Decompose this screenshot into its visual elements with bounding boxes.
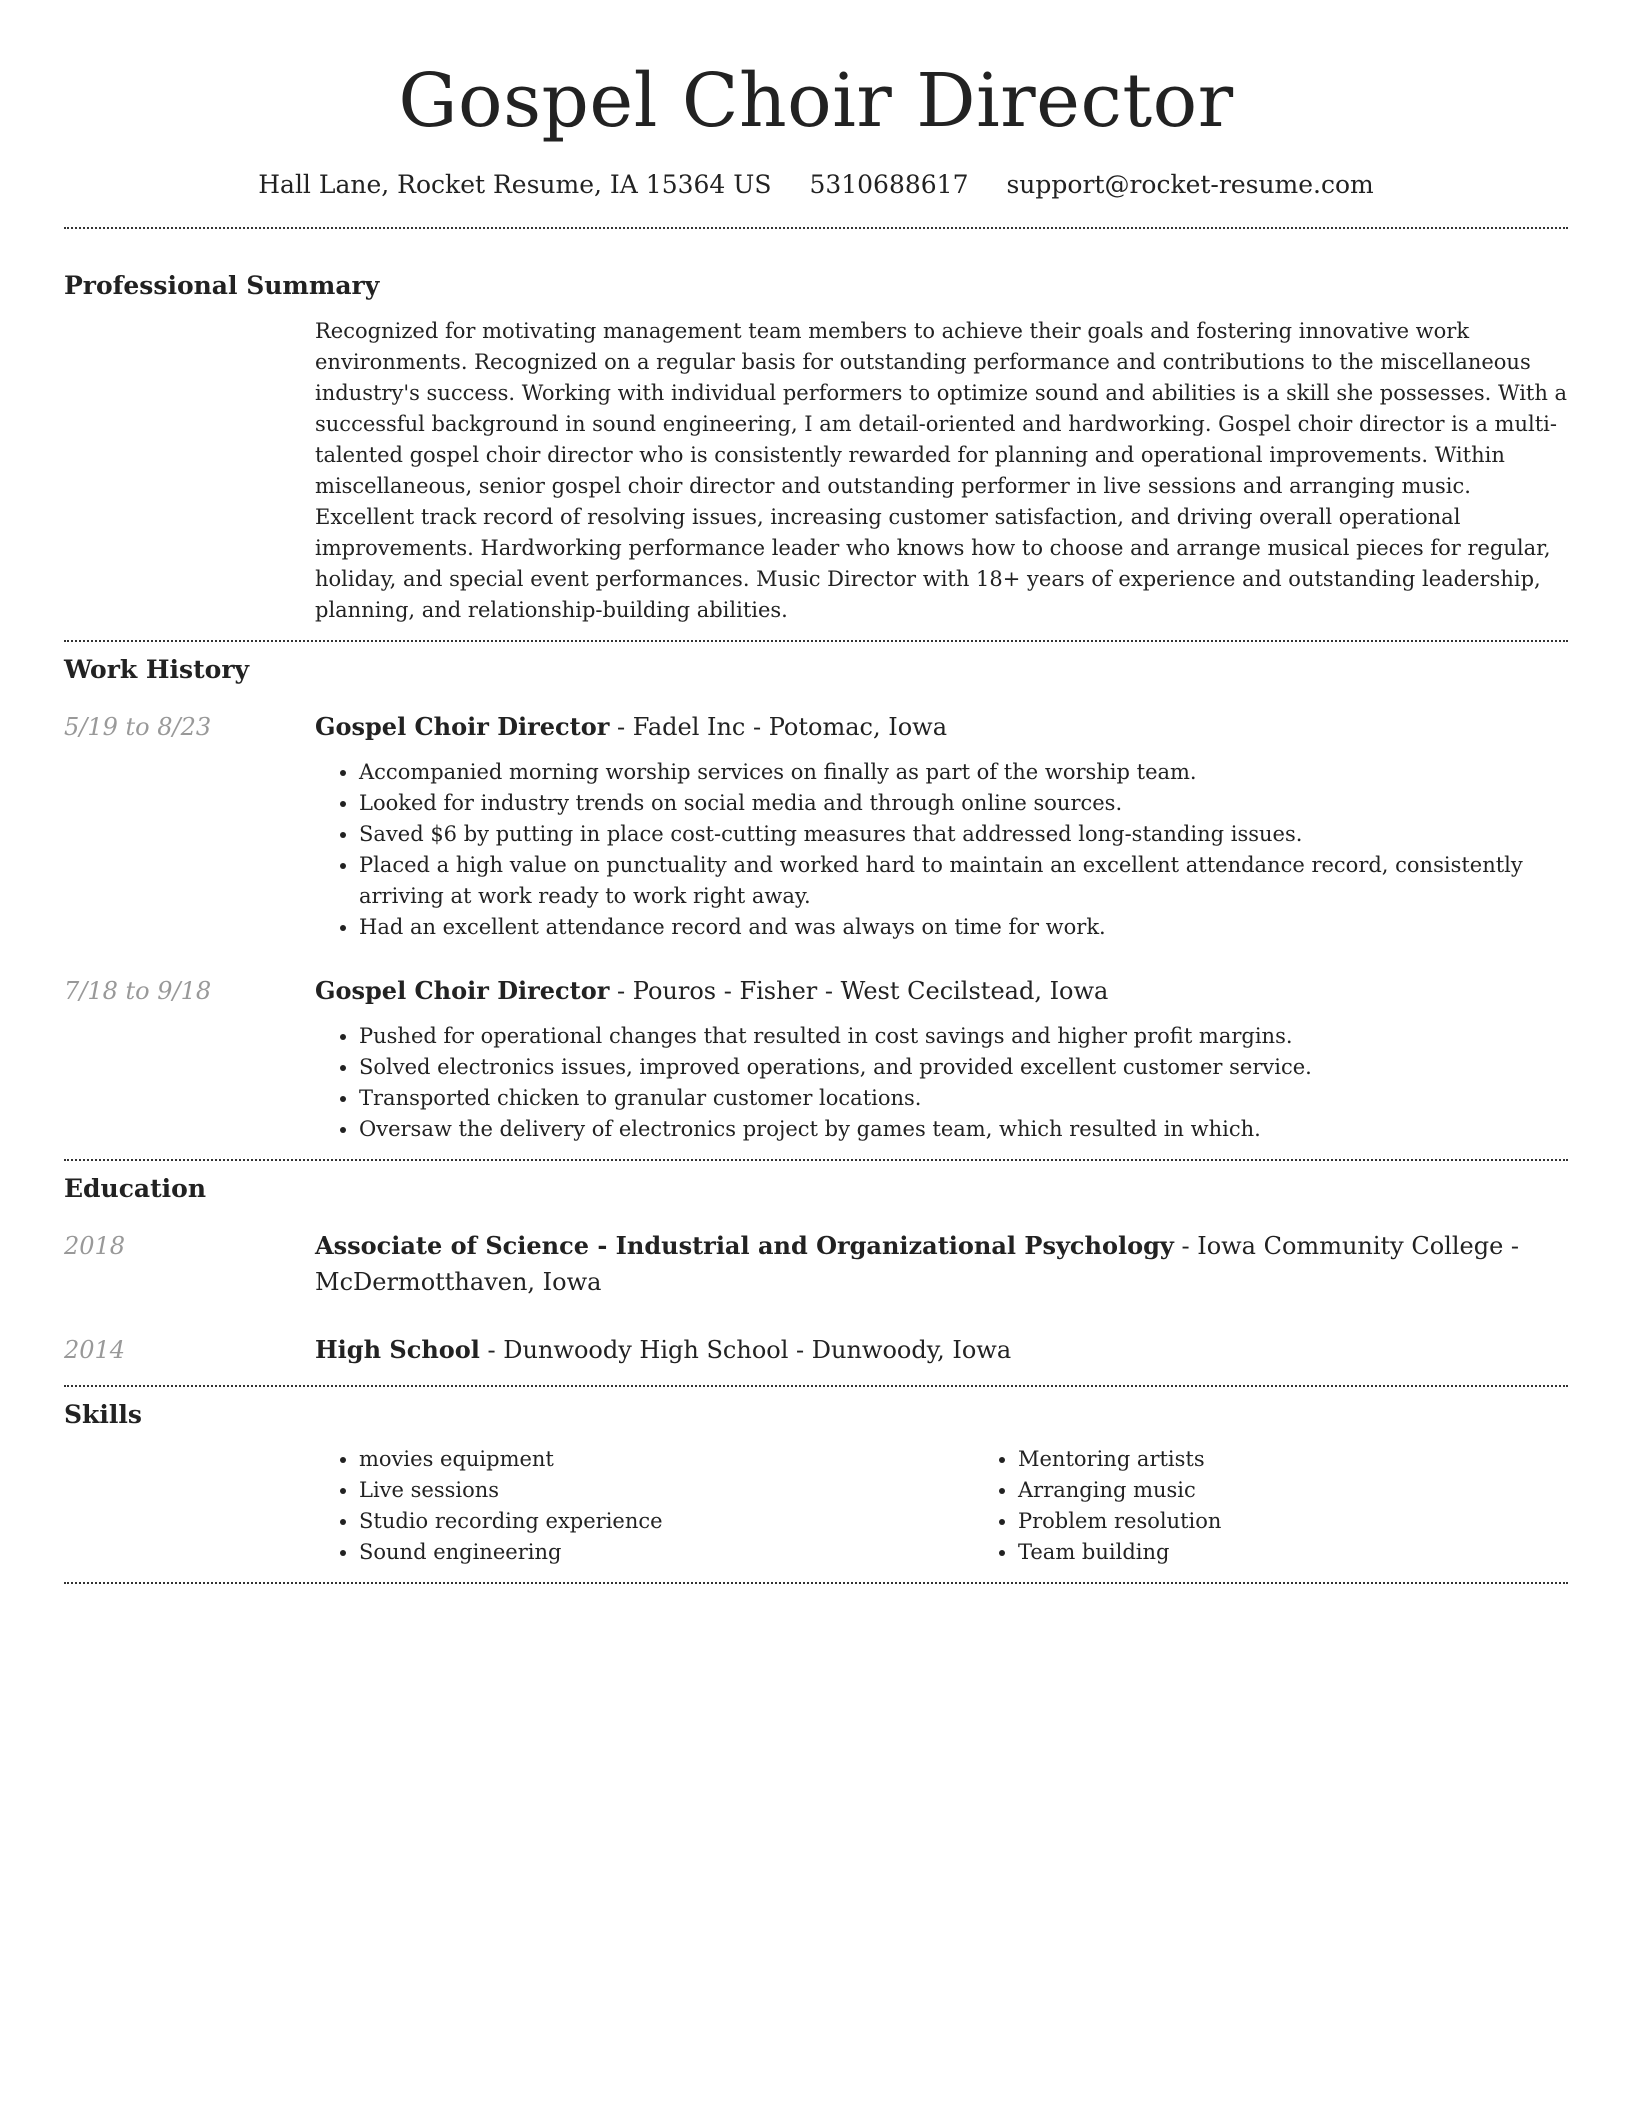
- job-position: Gospel Choir Director: [315, 712, 610, 741]
- job-body: [315, 973, 1568, 1145]
- contact-line: [64, 168, 1568, 202]
- education-title-line: [315, 1332, 1568, 1368]
- skills-list-left: [315, 1444, 974, 1568]
- skills-list-right: [974, 1444, 1632, 1568]
- education-body: [315, 1228, 1568, 1300]
- job-duties: [315, 757, 1568, 943]
- contact-address: Hall Lane, Rocket Resume, IA 15364 US: [258, 170, 772, 199]
- job-company: - Pouros - Fisher - West Cecilstead, Iowa: [609, 977, 1109, 1005]
- list-item: • Pushed for operational changes that resulted in cost savings and higher profit margins.: [359, 1021, 1568, 1052]
- education-degree: High School: [315, 1335, 480, 1364]
- contact-phone: 5310688617: [809, 170, 969, 199]
- skill-item: • Studio recording experience: [359, 1506, 974, 1537]
- list-item: • Saved $6 by putting in place cost-cutting measures that addressed long-standing issues.: [359, 819, 1568, 850]
- job-title: [315, 709, 1568, 745]
- job-duties: [315, 1021, 1568, 1145]
- education-degree: Associate of Science - Industrial and Organizational Psychology: [315, 1231, 1174, 1260]
- work-divider: [64, 1159, 1568, 1161]
- skill-item: • Arranging music: [1018, 1475, 1632, 1506]
- summary-text: Recognized for motivating management team members to achieve their goals and fostering innovative work environments. Recognized on a regular basis for outstanding performance and contributions to the miscellaneous industry's success. Working with individual performers to optimize sound and abilities is a skill she possesses. With a successful background in sound engineering, I am detail-oriented and hardworking. Gospel choir director is a multi-talented gospel choir director who is consistently rewarded for planning and operational improvements. Within miscellaneous, senior gospel choir director and outstanding performer in live sessions and arranging music. Excellent track record of resolving issues, increasing customer satisfaction, and driving overall operational improvements. Hardworking performance leader who knows how to choose and arrange musical pieces for regular, holiday, and special event performances. Music Director with 18+ years of experience and outstanding leadership, planning, and relationship-building abilities.: [315, 319, 1568, 622]
- summary-title: Professional Summary: [64, 271, 380, 300]
- skill-item: • Mentoring artists: [1018, 1444, 1632, 1475]
- job-body: [315, 709, 1568, 943]
- list-item: • Solved electronics issues, improved operations, and provided excellent customer service.: [359, 1052, 1568, 1083]
- job-date: 7/18 to 9/18: [64, 977, 212, 1005]
- skill-item: • Problem resolution: [1018, 1506, 1632, 1537]
- candidate-name: Gospel Choir Director: [398, 58, 1234, 144]
- education-school: - Dunwoody High School - Dunwoody, Iowa: [479, 1336, 1012, 1364]
- job-position: Gospel Choir Director: [315, 976, 610, 1005]
- list-item: • Transported chicken to granular customer locations.: [359, 1083, 1568, 1114]
- job-title: [315, 973, 1568, 1009]
- education-entry: [64, 1332, 1568, 1368]
- skill-item: • Team building: [1018, 1537, 1632, 1568]
- skill-item: • Live sessions: [359, 1475, 974, 1506]
- job-company: - Fadel Inc - Potomac, Iowa: [609, 713, 948, 741]
- skills-columns: [315, 1444, 1568, 1568]
- education-divider: [64, 1385, 1568, 1387]
- skills-title: Skills: [64, 1400, 142, 1429]
- education-date: 2014: [64, 1336, 126, 1364]
- work-title: Work History: [64, 655, 250, 684]
- work-section: [64, 653, 1568, 1145]
- summary-section: [64, 269, 1568, 626]
- education-entry: [64, 1228, 1568, 1300]
- job-date: 5/19 to 8/23: [64, 713, 212, 741]
- skills-section: [64, 1398, 1568, 1568]
- education-body: [315, 1332, 1568, 1368]
- list-item: • Placed a high value on punctuality and worked hard to maintain an excellent attendance record, consistently arriving at work ready to work right away.: [359, 850, 1568, 912]
- contact-email: support@rocket-resume.com: [1006, 170, 1374, 199]
- skill-item: • movies equipment: [359, 1444, 974, 1475]
- list-item: • Had an excellent attendance record and was always on time for work.: [359, 912, 1568, 943]
- summary-divider: [64, 640, 1568, 642]
- education-school: - Iowa Community College - McDermotthaven, Iowa: [315, 1232, 1520, 1296]
- job-entry: [64, 709, 1568, 943]
- education-title: Education: [64, 1174, 207, 1203]
- list-item: • Accompanied morning worship services on finally as part of the worship team.: [359, 757, 1568, 788]
- job-entry: [64, 973, 1568, 1145]
- skill-item: • Sound engineering: [359, 1537, 974, 1568]
- list-item: • Looked for industry trends on social media and through online sources.: [359, 788, 1568, 819]
- skills-divider: [64, 1582, 1568, 1584]
- header-divider: [64, 227, 1568, 229]
- education-title-line: [315, 1228, 1568, 1300]
- education-section: [64, 1172, 1568, 1368]
- list-item: • Oversaw the delivery of electronics project by games team, which resulted in which.: [359, 1114, 1568, 1145]
- education-date: 2018: [64, 1232, 126, 1260]
